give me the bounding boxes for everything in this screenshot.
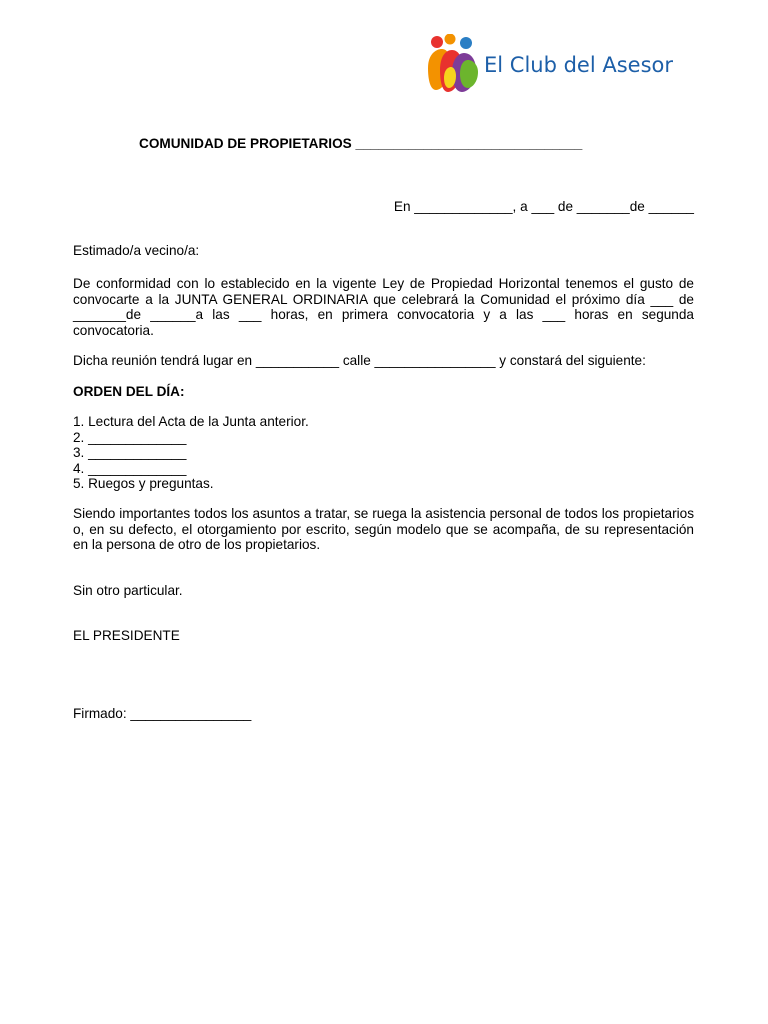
signer-title: EL PRESIDENTE xyxy=(73,628,180,643)
date-line: En _____________, a ___ de _______de ______ xyxy=(393,199,694,214)
logo-wordmark: El Club del Asesor xyxy=(484,53,673,77)
agenda-list xyxy=(73,414,694,492)
list-item: 4. _____________ xyxy=(73,460,187,476)
list-item: 3. _____________ xyxy=(73,445,187,460)
club-del-asesor-logo xyxy=(426,34,696,96)
people-icon xyxy=(426,34,482,96)
agenda-heading: ORDEN DEL DÍA: xyxy=(73,384,185,399)
closing-text: Sin otro particular. xyxy=(73,583,183,598)
meeting-location-paragraph: Dicha reunión tendrá lugar en ___________ calle ________________ y constará del siguiente: xyxy=(73,353,646,368)
list-item: 5. Ruegos y preguntas. xyxy=(73,476,214,491)
greeting: Estimado/a vecino/a: xyxy=(73,243,200,258)
attendance-paragraph: Siendo importantes todos los asuntos a tratar, se ruega la asistencia personal de todos los propietarios o, en su defecto, el otorgamiento por escrito, según modelo que se acompaña, de su representación en la persona de otro de los propietarios. xyxy=(73,506,694,552)
document-title: COMUNIDAD DE PROPIETARIOS ______________________________ xyxy=(139,136,583,151)
convocation-paragraph: De conformidad con lo establecido en la vigente Ley de Propiedad Horizontal tenemos el gusto de convocarte a la JUNTA GENERAL ORDINARIA que celebrará la Comunidad el próximo día ___ de _______de ______a las ___ horas, en primera convocatoria y a las ___ horas en segunda convocatoria. xyxy=(73,276,694,338)
list-item: 2. _____________ xyxy=(73,429,187,445)
list-item: 1. Lectura del Acta de la Junta anterior. xyxy=(73,414,309,429)
signature-line: Firmado: ________________ xyxy=(73,706,252,721)
